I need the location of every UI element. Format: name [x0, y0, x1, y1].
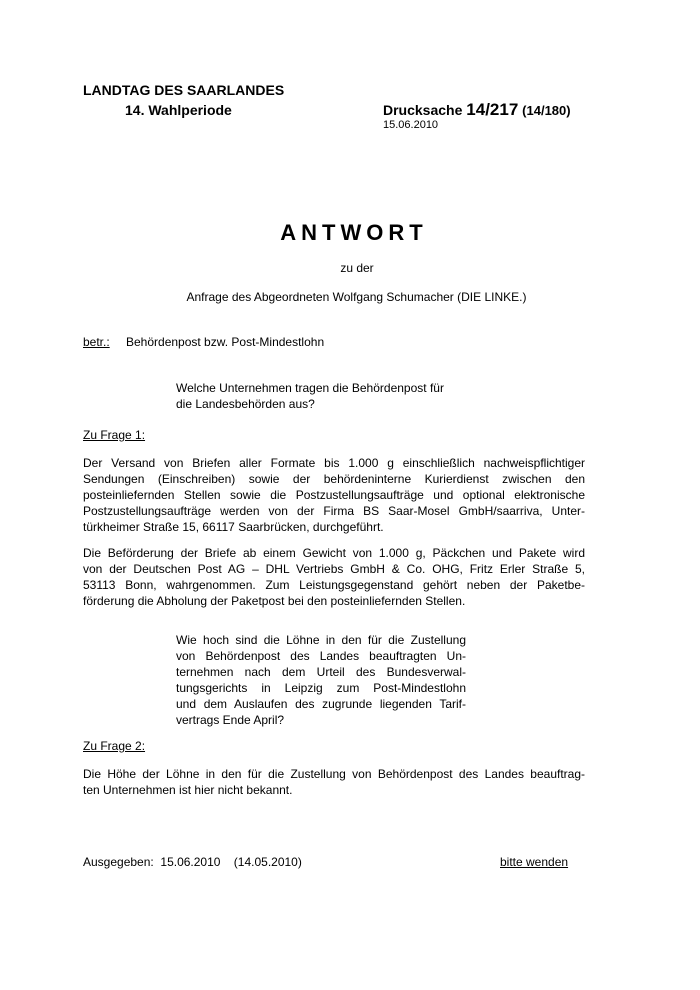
- parliament-name: LANDTAG DES SAARLANDES: [83, 82, 285, 98]
- answer-2-heading: Zu Frage 2:: [83, 739, 146, 753]
- answer-1-heading: Zu Frage 1:: [83, 428, 146, 442]
- question-2-line: ternehmen nach dem Urteil des Bundesverwal-: [176, 665, 466, 679]
- paragraph-line: Der Versand von Briefen aller Formate bis 1.000 g einschließlich nachweispflichtiger: [83, 456, 585, 470]
- subject-text: Behördenpost bzw. Post-Mindestlohn: [126, 335, 325, 349]
- paragraph-line: Die Höhe der Löhne in den für die Zustellung von Behördenpost des Landes beauftrag-: [83, 767, 585, 781]
- document-number: [383, 100, 571, 120]
- paragraph-line: posteinliefernden Stellen sowie die Postzustellungsaufträge und optional elektronische: [83, 488, 585, 502]
- paragraph-line: 53113 Bonn, wahrgenommen. Zum Leistungsgegenstand gehört neben der Paketbe-: [83, 578, 585, 592]
- issued-date: [83, 855, 302, 869]
- paragraph-line: förderung die Abholung der Paketpost bei den posteinliefernden Stellen.: [83, 594, 466, 608]
- doc-reference: (14/180): [522, 103, 571, 118]
- subject-line: [83, 335, 325, 349]
- page-title: ANTWORT: [280, 220, 428, 245]
- paragraph-line: ten Unternehmen ist hier nicht bekannt.: [83, 783, 293, 797]
- question-2-line: und dem Auslaufen des zugrunde liegenden Tarif-: [176, 697, 466, 711]
- paragraph-line: Die Beförderung der Briefe ab einem Gewicht von 1.000 g, Päckchen und Pakete wird: [83, 546, 585, 560]
- answer-2-paragraph: [83, 766, 585, 798]
- paragraph-line: Sendungen (Einschreiben) sowie der behördeninterne Kurierdienst zwischen den: [83, 472, 585, 486]
- inquiry-line: Anfrage des Abgeordneten Wolfgang Schumacher (DIE LINKE.): [186, 290, 527, 304]
- answer-1-paragraph-2: [83, 545, 585, 609]
- turn-page-note: bitte wenden: [500, 855, 569, 869]
- zu-der-text: zu der: [340, 261, 374, 275]
- question-2-line: vertrags Ende April?: [176, 713, 285, 727]
- document-date: 15.06.2010: [383, 119, 439, 131]
- issued-text: Ausgegeben: 15.06.2010 (14.05.2010): [83, 855, 302, 869]
- answer-1-paragraph-1: [83, 455, 585, 535]
- question-2-line: von Behördenpost des Landes beauftragten Un-: [176, 649, 466, 663]
- doc-label: Drucksache: [383, 102, 463, 118]
- question-2: [176, 632, 466, 728]
- question-1: [176, 380, 476, 412]
- paragraph-line: von der Deutschen Post AG – DHL Vertriebs GmbH & Co. OHG, Fritz Erler Straße 5,: [83, 562, 585, 576]
- electoral-period: 14. Wahlperiode: [125, 102, 232, 118]
- question-1-line: Welche Unternehmen tragen die Behördenpost für: [176, 381, 444, 395]
- question-2-line: Wie hoch sind die Löhne in den für die Zustellung: [176, 633, 466, 647]
- paragraph-line: Postzustellungsaufträge werden von der Firma BS Saar-Mosel GmbH/saarriva, Unter-: [83, 504, 585, 518]
- subject-label: betr.:: [83, 335, 110, 349]
- paragraph-line: türkheimer Straße 15, 66117 Saarbrücken, durchgeführt.: [83, 520, 384, 534]
- question-1-line: die Landesbehörden aus?: [176, 397, 315, 411]
- doc-number: 14/217: [466, 100, 519, 119]
- question-2-line: tungsgerichts in Leipzig zum Post-Mindestlohn: [176, 681, 466, 695]
